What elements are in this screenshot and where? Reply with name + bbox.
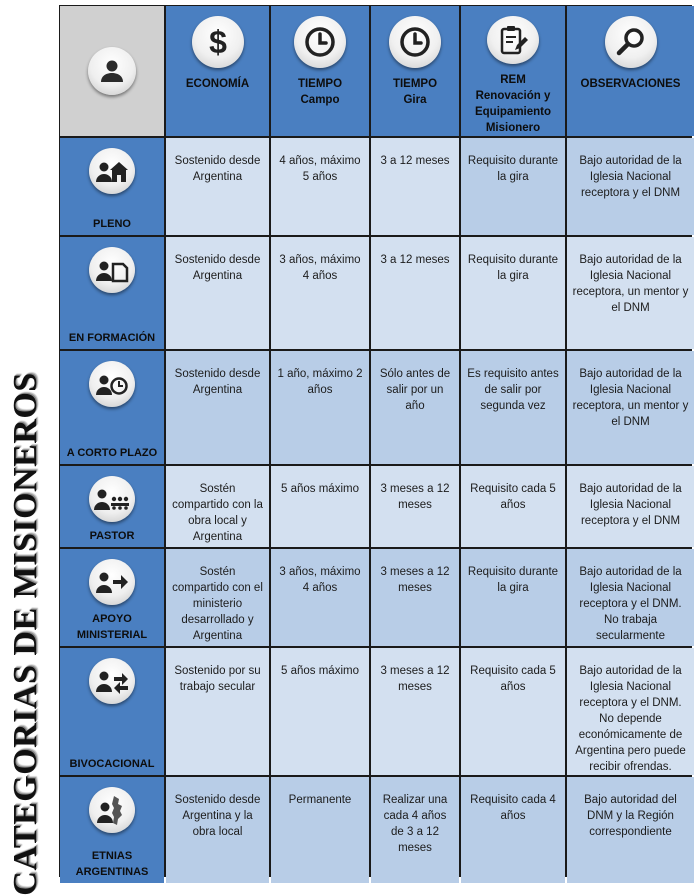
header-label: TIEMPO Gira xyxy=(392,78,438,106)
cell-tiempo-gira: 3 a 12 meses xyxy=(371,237,459,349)
person-book-icon xyxy=(89,247,135,293)
cell-economia: Sostenido desde Argentina xyxy=(166,138,269,235)
cell-economia: Sostén compartido con el ministerio desarrollado y Argentina xyxy=(166,549,269,646)
row-header-bivocacional xyxy=(60,648,164,775)
cell-tiempo-campo: 4 años, máximo 5 años xyxy=(271,138,369,235)
cell-economia: Sostén compartido con la obra local y Argentina xyxy=(166,466,269,547)
row-header-a-corto-plazo xyxy=(60,351,164,464)
cell-observaciones: Bajo autoridad del DNM y la Región correspondiente xyxy=(567,777,694,883)
clock-icon xyxy=(294,16,346,68)
magnifier-icon xyxy=(605,16,657,68)
row-category: ETNIAS ARGENTINAS xyxy=(75,850,149,878)
cell-observaciones: Bajo autoridad de la Iglesia Nacional receptora y el DNM xyxy=(567,466,694,547)
cell-rem: Requisito cada 5 años xyxy=(461,466,565,547)
header-observaciones xyxy=(567,6,694,136)
cell-rem: Requisito cada 4 años xyxy=(461,777,565,883)
row-category: PASTOR xyxy=(89,530,135,542)
row-header-pastor xyxy=(60,466,164,547)
header-economia xyxy=(166,6,269,136)
header-tiempo-gira xyxy=(371,6,459,136)
cell-rem: Requisito durante la gira xyxy=(461,549,565,646)
cell-observaciones: Bajo autoridad de la Iglesia Nacional receptora y el DNM. No depende económicamente de Argentina pero puede recibir ofrendas. xyxy=(567,648,694,775)
cell-economia: Sostenido desde Argentina xyxy=(166,237,269,349)
row-category: PLENO xyxy=(93,218,131,230)
header-label: REM Renovación y Equipamiento Misionero xyxy=(474,74,552,134)
header-rem xyxy=(461,6,565,136)
cell-tiempo-campo: 5 años máximo xyxy=(271,466,369,547)
cell-tiempo-campo: Permanente xyxy=(271,777,369,883)
header-tiempo-campo xyxy=(271,6,369,136)
cell-observaciones: Bajo autoridad de la Iglesia Nacional receptora, un mentor y el DNM xyxy=(567,237,694,349)
cell-rem: Requisito cada 5 años xyxy=(461,648,565,775)
row-category: A CORTO PLAZO xyxy=(66,447,158,459)
clipboard-edit-icon xyxy=(487,16,539,64)
header-label: OBSERVACIONES xyxy=(580,78,681,90)
missionary-categories-table xyxy=(59,5,692,877)
row-header-pleno xyxy=(60,138,164,235)
header-label: TIEMPO Campo xyxy=(297,78,343,106)
header-label: ECONOMÍA xyxy=(185,78,250,90)
dollar-icon xyxy=(192,16,244,68)
corner-cell xyxy=(60,6,164,136)
row-category: APOYO MINISTERIAL xyxy=(76,613,148,641)
cell-tiempo-gira: Sólo antes de salir por un año xyxy=(371,351,459,464)
row-category: EN FORMACIÓN xyxy=(68,332,156,344)
person-arrow-icon xyxy=(89,559,135,605)
person-exchange-icon xyxy=(89,658,135,704)
cell-observaciones: Bajo autoridad de la Iglesia Nacional receptora y el DNM. No trabaja secularmente xyxy=(567,549,694,646)
person-map-icon xyxy=(89,787,135,833)
side-title-panel xyxy=(0,0,52,896)
cell-tiempo-campo: 3 años, máximo 4 años xyxy=(271,549,369,646)
cell-rem: Requisito durante la gira xyxy=(461,138,565,235)
row-header-apoyo-ministerial xyxy=(60,549,164,646)
cell-economia: Sostenido desde Argentina xyxy=(166,351,269,464)
row-header-etnias-argentinas xyxy=(60,777,164,883)
clock-icon xyxy=(389,16,441,68)
cell-tiempo-gira: 3 meses a 12 meses xyxy=(371,549,459,646)
row-header-en-formacion xyxy=(60,237,164,349)
cell-tiempo-gira: 3 meses a 12 meses xyxy=(371,648,459,775)
cell-tiempo-gira: 3 a 12 meses xyxy=(371,138,459,235)
person-congregation-icon xyxy=(89,476,135,522)
person-icon xyxy=(88,47,136,95)
svg-text:$: $ xyxy=(208,25,227,59)
cell-tiempo-gira: 3 meses a 12 meses xyxy=(371,466,459,547)
cell-economia: Sostenido por su trabajo secular xyxy=(166,648,269,775)
cell-tiempo-gira: Realizar una cada 4 años de 3 a 12 meses xyxy=(371,777,459,883)
side-title: CATEGORIAS DE MISIONEROS xyxy=(7,372,44,896)
cell-tiempo-campo: 1 año, máximo 2 años xyxy=(271,351,369,464)
cell-rem: Requisito durante la gira xyxy=(461,237,565,349)
cell-observaciones: Bajo autoridad de la Iglesia Nacional receptora y el DNM xyxy=(567,138,694,235)
cell-tiempo-campo: 5 años máximo xyxy=(271,648,369,775)
person-house-icon xyxy=(89,148,135,194)
cell-economia: Sostenido desde Argentina y la obra local xyxy=(166,777,269,883)
cell-tiempo-campo: 3 años, máximo 4 años xyxy=(271,237,369,349)
cell-observaciones: Bajo autoridad de la Iglesia Nacional receptora, un mentor y el DNM xyxy=(567,351,694,464)
person-clock-icon xyxy=(89,361,135,407)
row-category: BIVOCACIONAL xyxy=(69,758,155,770)
cell-rem: Es requisito antes de salir por segunda vez xyxy=(461,351,565,464)
